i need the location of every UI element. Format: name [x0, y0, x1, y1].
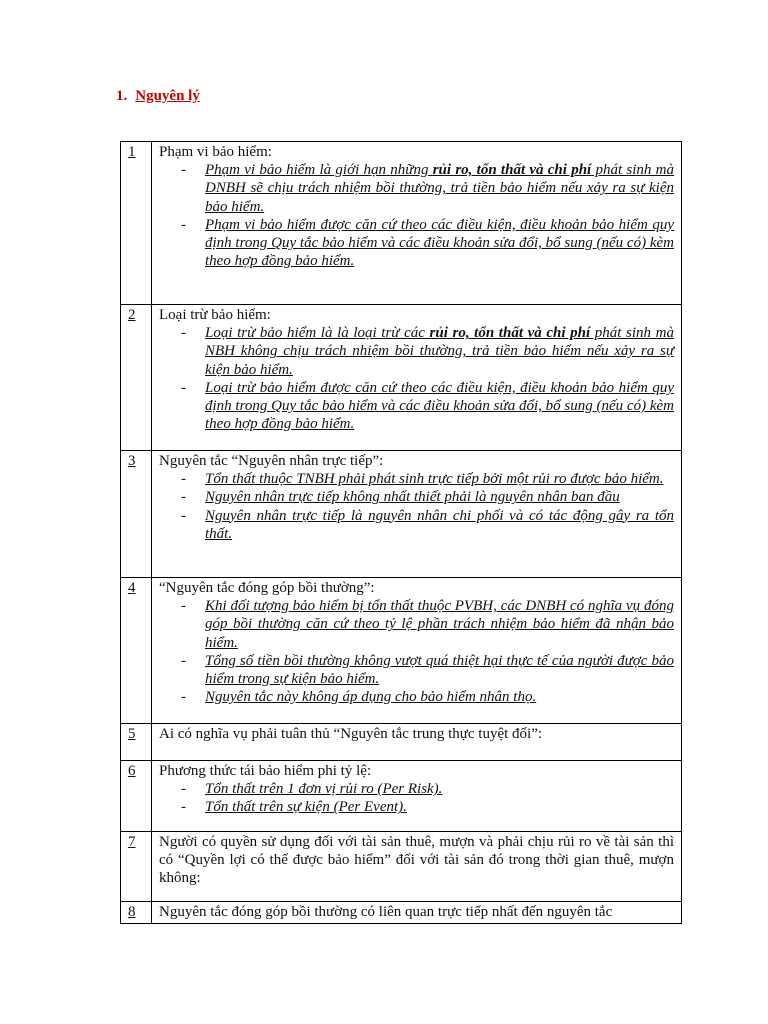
table-row	[121, 578, 682, 724]
list-item	[205, 688, 674, 706]
table-row	[121, 142, 682, 305]
question-cell	[152, 902, 682, 924]
answer-text: Phạm vi bảo hiểm là giới hạn những	[205, 162, 433, 179]
question-table	[120, 141, 682, 924]
list-item	[205, 470, 674, 488]
answer-text: Loại trừ bảo hiểm được căn cứ theo các điều kiện, điều khoản bảo hiểm quy định trong Quy tắc bảo hiểm và các điều khoản sửa đổi, bổ sung (nếu có) kèm theo hợp đồng bảo hiểm.	[205, 379, 674, 433]
list-item	[205, 379, 674, 434]
row-number: 5	[128, 726, 136, 742]
list-item	[205, 161, 674, 216]
answer-emphasis: rủi ro, tổn thất và chi phí	[429, 325, 591, 342]
answer-list	[159, 470, 674, 543]
list-item	[205, 597, 674, 652]
row-number: 6	[128, 763, 136, 779]
table-row	[121, 902, 682, 924]
list-item	[205, 507, 674, 543]
question-text: Nguyên tắc “Nguyên nhân trực tiếp”:	[159, 453, 384, 469]
section-heading	[116, 88, 200, 105]
table-row	[121, 761, 682, 832]
question-cell	[152, 305, 682, 451]
answer-text: Tổn thất trên 1 đơn vị rủi ro (Per Risk).	[205, 781, 443, 798]
table-row	[121, 305, 682, 451]
row-number: 1	[128, 144, 136, 160]
list-item	[205, 216, 674, 271]
table-row	[121, 832, 682, 902]
row-number: 2	[128, 307, 136, 323]
table-row	[121, 724, 682, 761]
list-item	[205, 780, 674, 798]
section-title: Nguyên lý	[135, 88, 200, 104]
question-cell	[152, 761, 682, 832]
answer-text: Phạm vi bảo hiểm được căn cứ theo các điều kiện, điều khoản bảo hiểm quy định trong Quy tắc bảo hiểm và các điều khoản sửa đổi, bổ sung (nếu có) kèm theo hợp đồng bảo hiểm.	[205, 216, 674, 270]
row-number-cell	[121, 305, 152, 451]
question-cell	[152, 832, 682, 902]
answer-text: Loại trừ bảo hiểm là là loại trừ các	[205, 325, 430, 342]
question-text: Phương thức tái bảo hiểm phi tỷ lệ:	[159, 763, 372, 779]
answer-text: Tổn thất thuộc TNBH phải phát sinh trực tiếp bởi một rủi ro được bảo hiểm.	[205, 471, 664, 488]
table-row	[121, 451, 682, 578]
answer-text: Nguyên tắc này không áp dụng cho bảo hiểm nhân thọ.	[205, 689, 537, 706]
answer-text: Nguyên nhân trực tiếp không nhất thiết phải là nguyên nhân ban đầu	[205, 489, 620, 506]
row-number-cell	[121, 832, 152, 902]
answer-text: Tổn thất trên sự kiện (Per Event).	[205, 799, 407, 816]
row-number-cell	[121, 902, 152, 924]
question-cell	[152, 724, 682, 761]
list-item	[205, 798, 674, 816]
section-number: 1.	[116, 88, 128, 104]
list-item	[205, 652, 674, 688]
answer-text: Nguyên nhân trực tiếp là nguyên nhân chi phối và có tác động gây ra tổn thất.	[205, 507, 674, 542]
answer-text: Khi đối tượng bảo hiểm bị tổn thất thuộc PVBH, các DNBH có nghĩa vụ đóng góp bồi thường căn cứ theo tỷ lệ phần trách nhiệm bảo hiểm đã nhận bảo hiểm.	[205, 598, 674, 651]
answer-list	[159, 597, 674, 706]
list-item	[205, 324, 674, 379]
answer-text-cont: phát sinh mà NBH không chịu trách nhiệm bồi thường, trả tiền bảo hiểm nếu xảy ra sự kiện bảo hiểm.	[205, 325, 674, 378]
row-number-cell	[121, 578, 152, 724]
list-item	[205, 488, 674, 506]
question-cell	[152, 578, 682, 724]
answer-list	[159, 324, 674, 433]
question-text: Phạm vi bảo hiểm:	[159, 144, 272, 160]
row-number: 7	[128, 834, 136, 850]
row-number: 4	[128, 580, 136, 596]
answer-emphasis: rủi ro, tổn thất và chi phí	[432, 162, 592, 179]
answer-list	[159, 161, 674, 270]
question-text: Loại trừ bảo hiểm:	[159, 307, 271, 323]
row-number: 3	[128, 453, 136, 469]
question-cell	[152, 451, 682, 578]
question-cell	[152, 142, 682, 305]
answer-text-cont: phát sinh mà DNBH sẽ chịu trách nhiệm bồi thường, trả tiền bảo hiểm nếu xảy ra sự kiện bảo hiểm.	[205, 162, 674, 215]
row-number-cell	[121, 761, 152, 832]
question-text: Ai có nghĩa vụ phải tuân thủ “Nguyên tắc trung thực tuyệt đối”:	[159, 726, 543, 742]
row-number-cell	[121, 451, 152, 578]
row-number-cell	[121, 142, 152, 305]
question-text: Nguyên tắc đóng góp bồi thường có liên quan trực tiếp nhất đến nguyên tắc	[159, 904, 613, 920]
row-number: 8	[128, 904, 136, 920]
answer-list	[159, 780, 674, 816]
row-number-cell	[121, 724, 152, 761]
answer-text: Tổng số tiền bồi thường không vượt quá thiệt hại thực tế của người được bảo hiểm trong sự kiện bảo hiểm.	[205, 652, 674, 688]
question-text: Người có quyền sử dụng đối với tài sản thuê, mượn và phải chịu rủi ro về tài sản thì có “Quyền lợi có thể được bảo hiểm” đối với tài sản đó trong thời gian thuê, mượn không:	[159, 834, 674, 887]
question-text: “Nguyên tắc đóng góp bồi thường”:	[159, 580, 375, 596]
